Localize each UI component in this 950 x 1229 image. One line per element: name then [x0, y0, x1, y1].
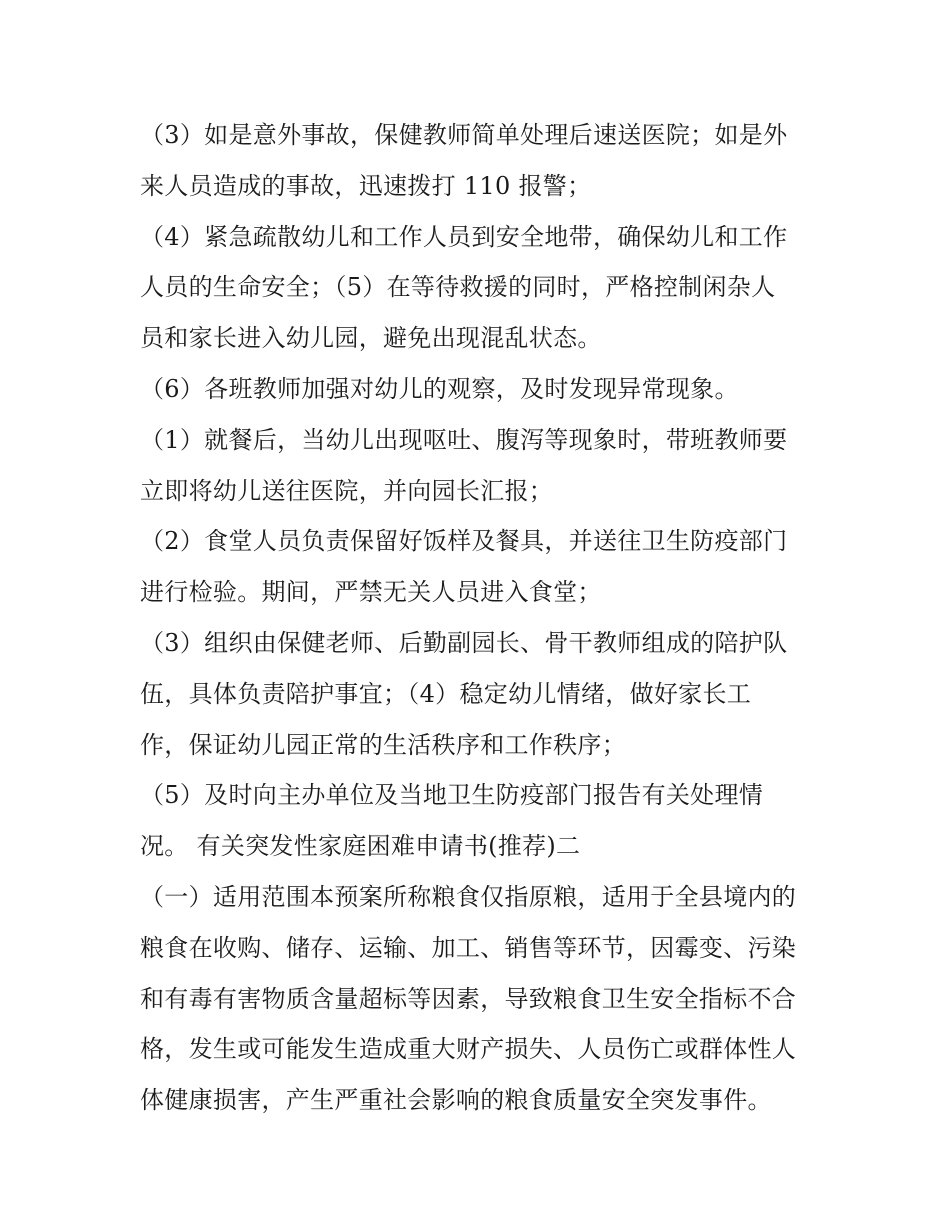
text-line: 格，发生或可能发生造成重大财产损失、人员伤亡或群体性人 — [140, 1035, 797, 1064]
text-line: 人员的生命安全；（5）在等待救援的同时，严格控制闲杂人 — [140, 273, 776, 302]
document-body — [140, 110, 820, 1126]
text-line: （2）食堂人员负责保留好饭样及餐具，并送往卫生防疫部门 — [140, 527, 788, 556]
text-line: 粮食在收购、储存、运输、加工、销售等环节，因霉变、污染 — [140, 933, 797, 962]
text-line: （1）就餐后，当幼儿出现呕吐、腹泻等现象时，带班教师要 — [140, 425, 788, 454]
text-line: 作，保证幼儿园正常的生活秩序和工作秩序； — [140, 730, 626, 759]
text-line: （一）适用范围本预案所称粮食仅指原粮，适用于全县境内的 — [140, 882, 797, 911]
text-line: 来人员造成的事故，迅速拨打 110 报警； — [140, 171, 592, 200]
text-line: 伍，具体负责陪护事宜；（4）稳定幼儿情绪，做好家长工 — [140, 679, 752, 708]
text-line: （5）及时向主办单位及当地卫生防疫部门报告有关处理情 — [140, 781, 764, 810]
text-line: （3）如是意外事故，保健教师简单处理后速送医院；如是外 — [140, 121, 788, 149]
text-line: （3）组织由保健老师、后勤副园长、骨干教师组成的陪护队 — [140, 628, 788, 657]
text-line: 立即将幼儿送往医院，并向园长汇报； — [140, 476, 554, 505]
text-line: （6）各班教师加强对幼儿的观察，及时发现异常现象。 — [140, 374, 739, 403]
text-line: 员和家长进入幼儿园，避免出现混乱状态。 — [140, 324, 602, 353]
text-line: 进行检验。期间，严禁无关人员进入食堂； — [140, 578, 602, 607]
text-line: 体健康损害，产生严重社会影响的粮食质量安全突发事件。 — [140, 1086, 772, 1115]
text-line: 和有毒有害物质含量超标等因素，导致粮食卫生安全指标不合 — [140, 984, 797, 1013]
text-line: 况。 有关突发性家庭困难申请书(推荐)二 — [140, 832, 581, 861]
text-line: （4）紧急疏散幼儿和工作人员到安全地带，确保幼儿和工作 — [140, 222, 788, 251]
